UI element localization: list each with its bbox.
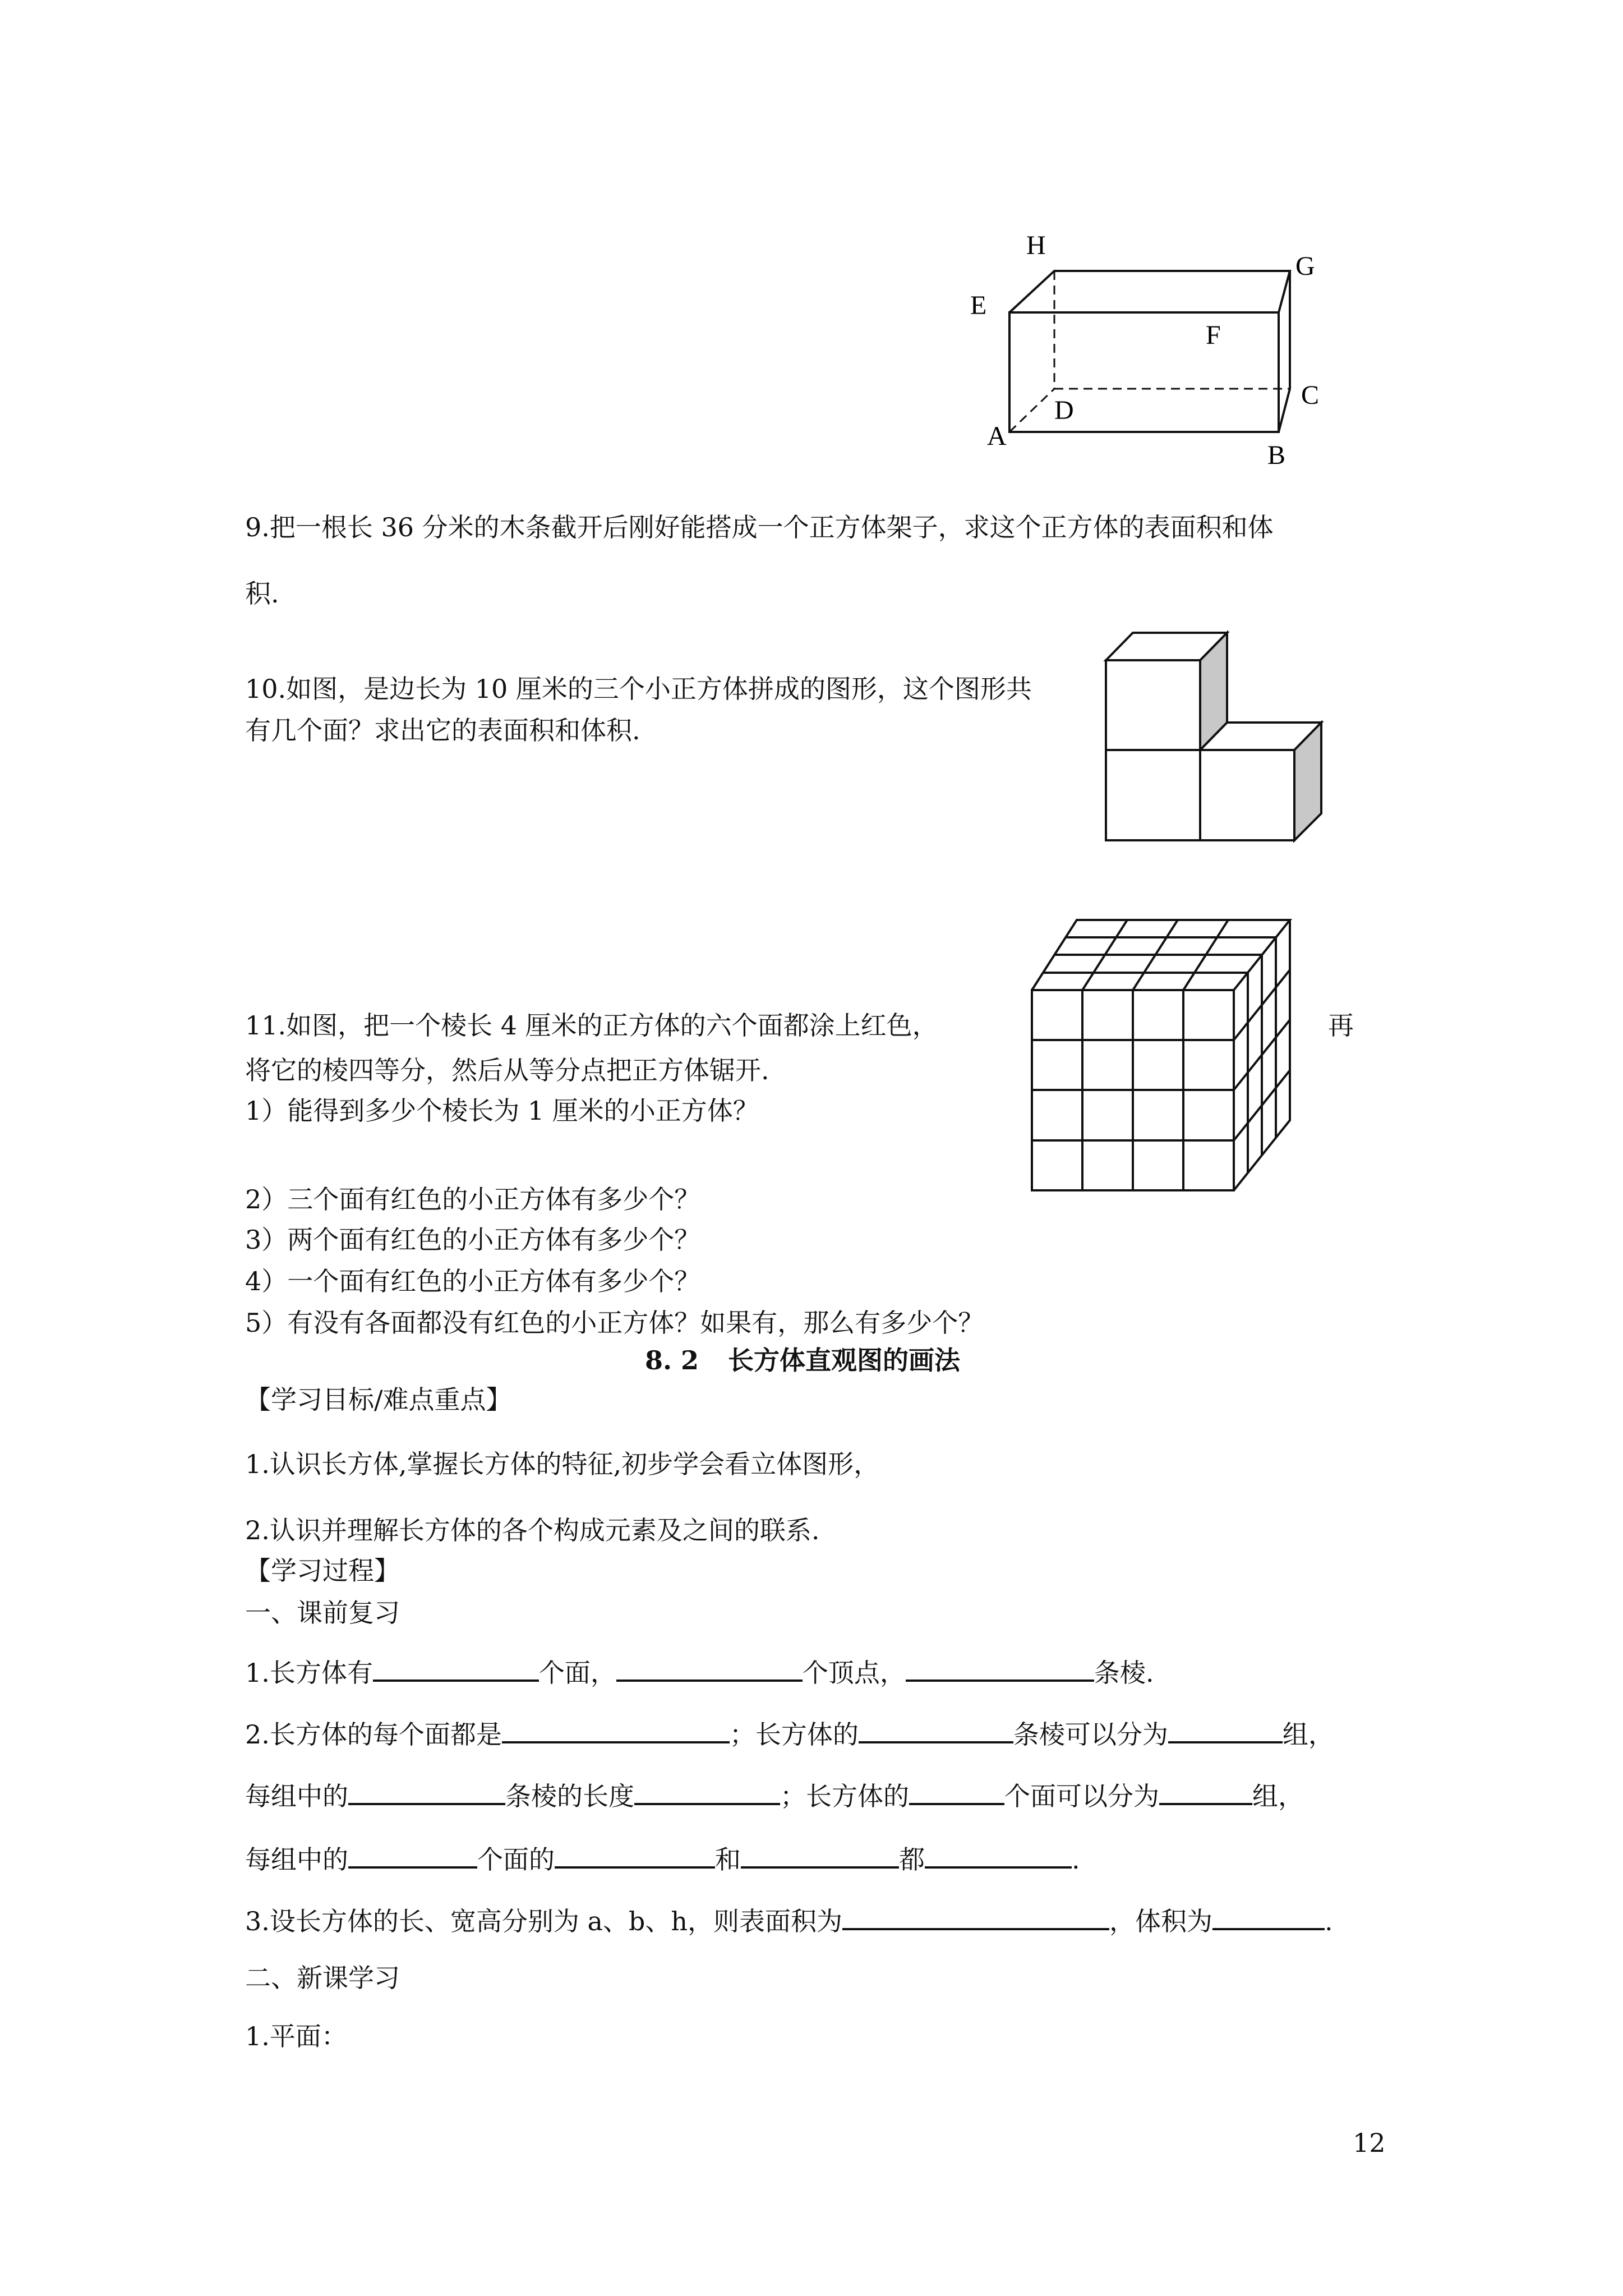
review-line-2 bbox=[245, 1717, 1334, 1751]
review-line-2c bbox=[245, 1842, 1080, 1876]
q9-line1: 9.把一根长 36 分米的木条截开后刚好能搭成一个正方体架子，求这个正方体的表面积和体 bbox=[245, 512, 1274, 542]
review-1-a: 1.长方体有 bbox=[245, 1658, 373, 1688]
label-G: G bbox=[1295, 251, 1315, 281]
blank-face-attr-1[interactable] bbox=[555, 1842, 715, 1869]
blank-face-attr-2[interactable] bbox=[741, 1842, 899, 1869]
label-F: F bbox=[1206, 320, 1221, 350]
blank-face-count[interactable] bbox=[909, 1778, 1004, 1805]
q11-line1-end: 再 bbox=[1328, 1010, 1354, 1041]
cuboid-figure bbox=[953, 224, 1346, 482]
label-D: D bbox=[1054, 395, 1074, 425]
label-H: H bbox=[1026, 231, 1046, 260]
page-number: 12 bbox=[1353, 2128, 1386, 2158]
process-header: 【学习过程】 bbox=[245, 1556, 400, 1586]
blank-face-groups[interactable] bbox=[1159, 1778, 1252, 1805]
blank-vertices[interactable] bbox=[616, 1655, 803, 1682]
part2-heading: 二、新课学习 bbox=[245, 1963, 400, 1993]
review-2c-d: 都 bbox=[899, 1844, 925, 1875]
label-A: A bbox=[987, 421, 1007, 451]
review-2-a: 2.长方体的每个面都是 bbox=[245, 1719, 502, 1750]
review-line-3 bbox=[245, 1903, 1333, 1938]
review-2b-a: 每组中的 bbox=[245, 1781, 348, 1811]
review-2-b: ；长方体的 bbox=[729, 1719, 859, 1750]
blank-edges[interactable] bbox=[906, 1655, 1094, 1682]
blank-face-attr-3[interactable] bbox=[925, 1842, 1072, 1869]
three-cubes-figure bbox=[1094, 623, 1329, 853]
review-2c-e: . bbox=[1072, 1844, 1080, 1875]
q11-sub5: 5）有没有各面都没有红色的小正方体？如果有，那么有多少个？ bbox=[245, 1308, 984, 1338]
q11-line1: 11.如图，把一个棱长 4 厘米的正方体的六个面都涂上红色， bbox=[245, 1010, 938, 1041]
blank-faces[interactable] bbox=[373, 1655, 539, 1682]
review-1-b: 个面， bbox=[538, 1658, 616, 1688]
q11-sub4: 4）一个面有红色的小正方体有多少个？ bbox=[245, 1266, 700, 1296]
review-3-a: 3.设长方体的长、宽高分别为 a、b、h，则表面积为 bbox=[245, 1906, 843, 1936]
new-lesson-1: 1.平面： bbox=[245, 2021, 347, 2051]
blank-faces-per-group[interactable] bbox=[348, 1842, 477, 1869]
q9-line2: 积. bbox=[245, 578, 279, 609]
blank-edge-count[interactable] bbox=[859, 1717, 1013, 1743]
q11-sub3: 3）两个面有红色的小正方体有多少个？ bbox=[245, 1225, 700, 1255]
section-title: 长方体直观图的画法 bbox=[728, 1345, 960, 1375]
section-number: 8. 2 bbox=[645, 1345, 699, 1375]
label-C: C bbox=[1301, 380, 1320, 410]
label-B: B bbox=[1267, 440, 1286, 470]
review-line-1 bbox=[245, 1655, 1154, 1690]
q11-line2: 将它的棱四等分，然后从等分点把正方体锯开. bbox=[245, 1055, 769, 1085]
part1-heading: 一、课前复习 bbox=[245, 1598, 400, 1628]
review-1-c: 个顶点， bbox=[802, 1658, 906, 1688]
q10-line1: 10.如图，是边长为 10 厘米的三个小正方体拼成的图形，这个图形共 bbox=[245, 674, 1032, 704]
goal-1: 1.认识长方体,掌握长方体的特征,初步学会看立体图形， bbox=[245, 1449, 880, 1479]
review-2c-c: 和 bbox=[715, 1844, 741, 1875]
review-2b-d: 个面可以分为 bbox=[1004, 1781, 1159, 1811]
blank-edges-per-group[interactable] bbox=[348, 1778, 505, 1805]
blank-surface-area[interactable] bbox=[842, 1903, 1109, 1930]
review-2c-b: 个面的 bbox=[477, 1844, 555, 1875]
review-2-d: 组， bbox=[1282, 1719, 1334, 1750]
blank-volume[interactable] bbox=[1212, 1903, 1325, 1930]
blank-edge-groups[interactable] bbox=[1168, 1717, 1283, 1743]
review-2b-c: ；长方体的 bbox=[780, 1781, 909, 1811]
review-3-c: . bbox=[1325, 1906, 1333, 1936]
review-1-d: 条棱. bbox=[1094, 1658, 1154, 1688]
goals-header: 【学习目标/难点重点】 bbox=[245, 1384, 512, 1415]
q11-sub1: 1）能得到多少个棱长为 1 厘米的小正方体？ bbox=[245, 1096, 759, 1126]
goal-2: 2.认识并理解长方体的各个构成元素及之间的联系. bbox=[245, 1515, 820, 1545]
grid-cube-figure bbox=[1021, 914, 1312, 1206]
review-2b-b: 条棱的长度 bbox=[505, 1781, 634, 1811]
q10-line2: 有几个面？求出它的表面积和体积. bbox=[245, 715, 640, 746]
review-2c-a: 每组中的 bbox=[245, 1844, 348, 1875]
review-3-b: ，体积为 bbox=[1109, 1906, 1213, 1936]
review-2b-e: 组， bbox=[1252, 1781, 1304, 1811]
blank-face-shape[interactable] bbox=[502, 1717, 730, 1743]
blank-edge-length[interactable] bbox=[634, 1778, 780, 1805]
review-2-c: 条棱可以分为 bbox=[1013, 1719, 1168, 1750]
review-line-2b bbox=[245, 1778, 1304, 1813]
label-E: E bbox=[970, 291, 987, 320]
q11-sub2: 2）三个面有红色的小正方体有多少个？ bbox=[245, 1184, 700, 1214]
